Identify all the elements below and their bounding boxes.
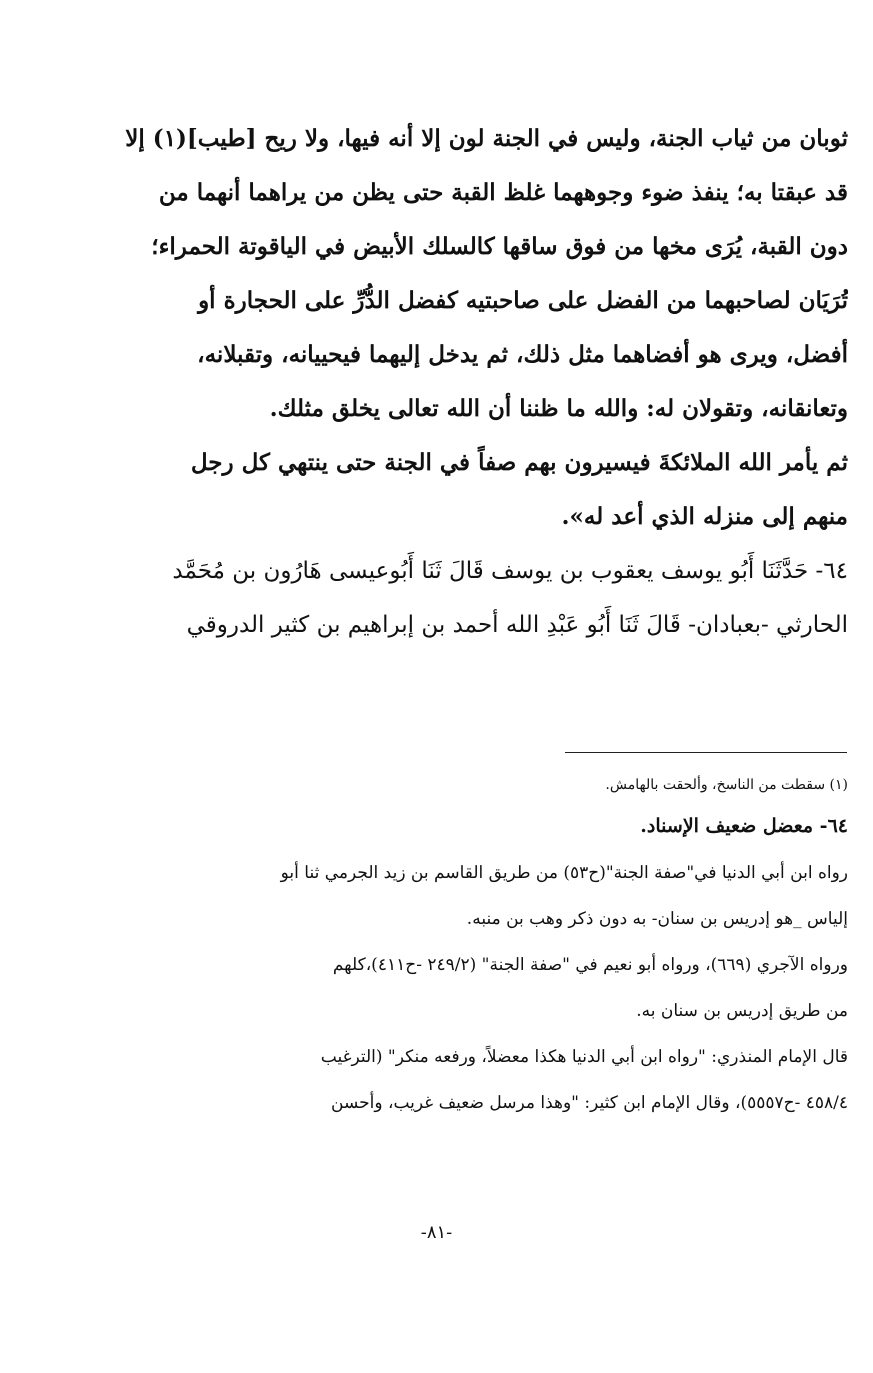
main-text-line-4: تُرَيَان لصاحبهما من الفضل على صاحبتيه كفضل الدُّرِّ على الحجارة أو [198, 287, 848, 314]
main-text-line-8: منهم إلى منزله الذي أعد له». [561, 503, 848, 530]
hadith-64-isnad-line-2: الحارثي -بعبادان- قَالَ ثَنَا أَبُو عَبْدِ الله أحمد بن إبراهيم بن كثير الدروقي [186, 612, 848, 638]
footnote-line-6: ٤٥٨/٤ -ح٥٥٥٧)، وقال الإمام ابن كثير: "وهذا مرسل ضعيف غريب، وأحسن [331, 1093, 848, 1113]
main-text-line-2: قد عبقتا به؛ ينفذ ضوء وجوههما غلظ القبة حتى يظن من يراهما أنهما من [158, 179, 848, 206]
main-text-block [72, 112, 848, 652]
hadith-64-isnad-line-1: ٦٤- حَدَّثَنَا أَبُو يوسف يعقوب بن يوسف قَالَ ثَنَا أَبُوعيسى هَارُون بن مُحَمَّد [172, 558, 848, 584]
main-text-line-7: ثم يأمر الله الملائكةَ فيسيرون بهم صفاً في الجنة حتى ينتهي كل رجل [190, 449, 848, 476]
footnote-1: (١) سقطت من الناسخ، وألحقت بالهامش. [605, 777, 848, 793]
footnote-line-4: من طريق إدريس بن سنان به. [636, 1001, 848, 1021]
footnote-line-5: قال الإمام المنذري: "رواه ابن أبي الدنيا هكذا معضلاً، ورفعه منكر" (الترغيب [320, 1047, 848, 1067]
main-text-line-5: أفضل، ويرى هو أفضاهما مثل ذلك، ثم يدخل إليهما فيحييانه، وتقبلانه، [197, 341, 848, 368]
main-text-line-3: دون القبة، يُرَى مخها من فوق ساقها كالسلك الأبيض في الياقوتة الحمراء؛ [151, 233, 848, 260]
footnote-line-2: إلياس _هو إدريس بن سنان- به دون ذكر وهب بن منبه. [466, 909, 848, 929]
footnote-64-heading: ٦٤- معضل ضعيف الإسناد. [640, 815, 848, 837]
page-number: -٨١- [420, 1222, 453, 1243]
main-text-line-1: ثوبان من ثياب الجنة، وليس في الجنة لون إلا أنه فيها، ولا ريح [طيب](١) إلا [125, 125, 848, 152]
footnotes-block [72, 768, 848, 1126]
footnote-line-3: ورواه الآجري (٦٦٩)، ورواه أبو نعيم في "صفة الجنة" (٢٤٩/٢ -ح٤١١)،كلهم [332, 955, 848, 975]
main-text-line-6: وتعانقانه، وتقولان له: والله ما ظننا أن الله تعالى يخلق مثلك. [269, 395, 848, 422]
footnote-line-1: رواه ابن أبي الدنيا في"صفة الجنة"(ح٥٣) من طريق القاسم بن زيد الجرمي ثنا أبو [280, 863, 848, 883]
footnote-separator [565, 752, 847, 753]
